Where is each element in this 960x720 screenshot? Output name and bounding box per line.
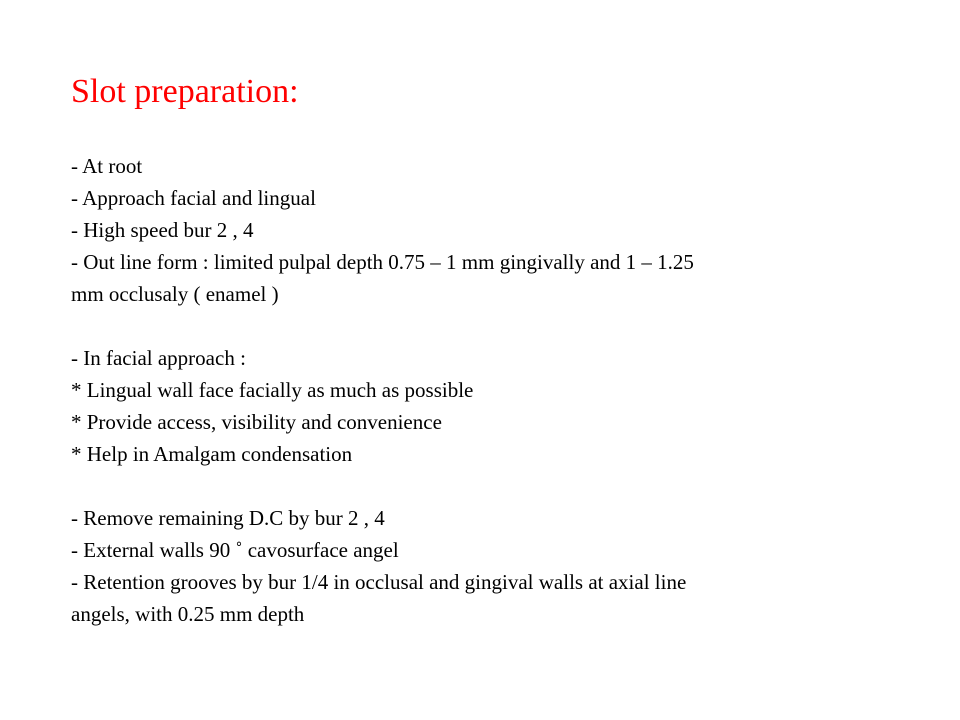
spacer [71,310,871,342]
text-line: - Approach facial and lingual [71,186,316,210]
text-line: - In facial approach : [71,346,246,370]
slide-title: Slot preparation: [71,73,299,110]
text-line: mm occlusaly ( enamel ) [71,282,279,306]
text-line: * Help in Amalgam condensation [71,442,353,466]
spacer [71,470,871,502]
text-line: * Provide access, visibility and convenience [71,410,442,434]
text-line: - Out line form : limited pulpal depth 0.75 – 1 mm gingivally and 1 – 1.25 [71,250,694,274]
text-line: - High speed bur 2 , 4 [71,218,254,242]
block-finishing [71,502,871,630]
text-line: - Retention grooves by bur 1/4 in occlusal and gingival walls at axial line [71,570,687,594]
slide-body [71,150,871,630]
text-line: - External walls 90 ˚ cavosurface angel [71,538,399,562]
text-line: angels, with 0.25 mm depth [71,602,305,626]
text-line: - At root [71,154,143,178]
text-line: - Remove remaining D.C by bur 2 , 4 [71,506,385,530]
block-facial-approach [71,342,871,470]
block-overview [71,150,871,310]
text-line: * Lingual wall face facially as much as possible [71,378,474,402]
